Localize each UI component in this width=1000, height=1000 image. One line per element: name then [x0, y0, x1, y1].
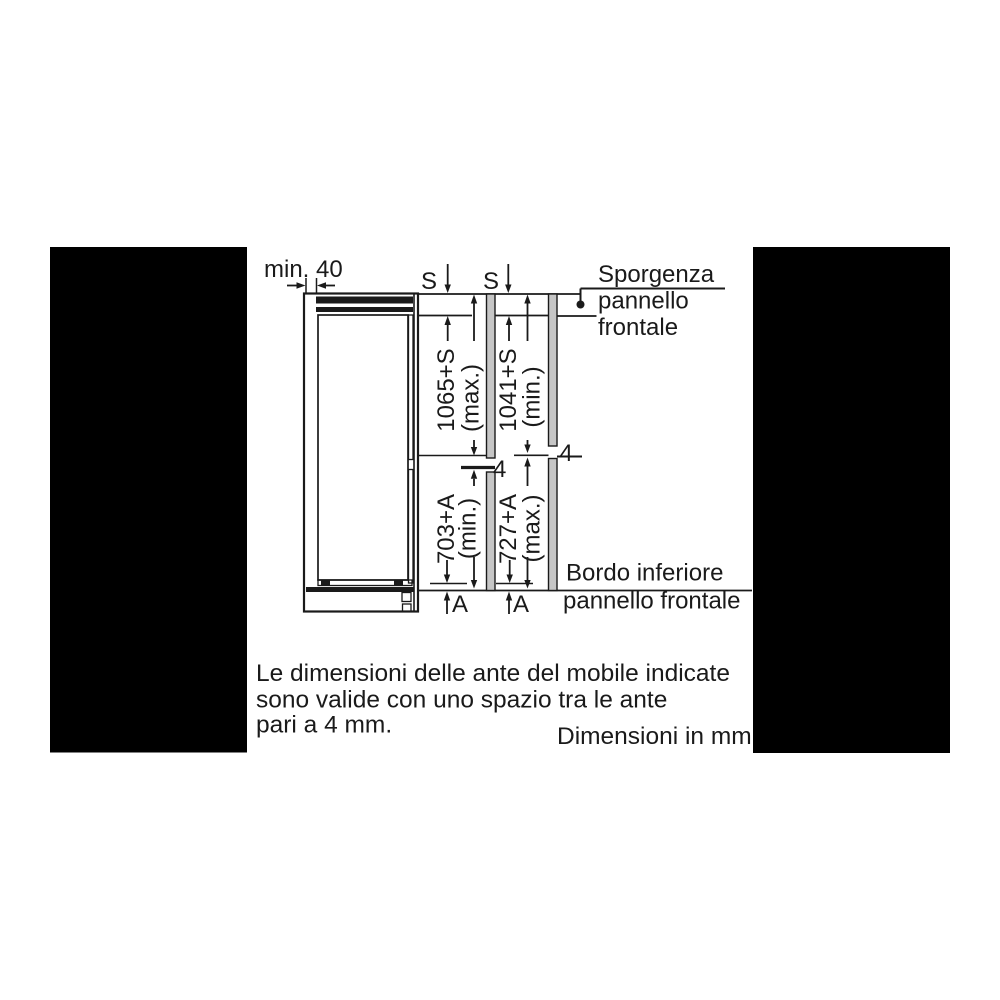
down-arrowhead-icon	[505, 285, 511, 294]
min-gap-dimension	[264, 256, 343, 294]
down-arrowhead-icon	[471, 447, 477, 456]
cabinet-bottom-panel	[306, 587, 414, 592]
up-arrowhead-icon	[444, 592, 450, 601]
a-label-2: A	[513, 591, 530, 618]
overhang-callout-line3: frontale	[598, 314, 679, 341]
overhang-callout-line1: Sporgenza	[598, 261, 715, 288]
up-arrowhead-icon	[524, 458, 530, 467]
appliance-body	[318, 315, 408, 580]
dim-lower-right-value: 727+A	[495, 493, 522, 565]
gap-label-2: 4	[559, 440, 573, 467]
a-label-1: A	[452, 591, 469, 618]
a-dimension-1	[430, 560, 468, 618]
mask-right	[753, 247, 950, 753]
notes-block	[256, 660, 752, 750]
front-panel-overhang-callout	[577, 261, 726, 341]
down-arrowhead-icon	[445, 285, 451, 294]
up-arrowhead-icon	[471, 295, 477, 304]
appliance-top-edge	[316, 307, 413, 312]
appliance-foot-right	[394, 580, 403, 586]
dim-upper-right-value: 1041+S	[495, 348, 522, 432]
up-arrowhead-icon	[445, 316, 451, 325]
panel1-lower-segment	[487, 472, 496, 591]
bottom-edge-callout	[563, 560, 740, 615]
cabinet-drawing	[304, 294, 418, 612]
down-arrowhead-icon	[444, 575, 450, 584]
panel2-lower-segment	[549, 459, 558, 591]
cabinet-top-panel	[316, 297, 413, 304]
appliance-foot-left	[321, 580, 330, 586]
bottom-callout-line1: Bordo inferiore	[566, 559, 724, 587]
note-line-2: sono valide con uno spazio tra le ante	[256, 686, 668, 714]
units-note: Dimensioni in mm	[557, 723, 752, 750]
dim-upper-left-value: 1065+S	[433, 348, 460, 432]
left-arrowhead-icon	[317, 282, 326, 289]
up-arrowhead-icon	[506, 592, 512, 601]
overhang-callout-line2: pannello	[598, 287, 689, 315]
up-arrowhead-icon	[524, 295, 530, 304]
s-dimension-1	[421, 264, 451, 341]
mask-left	[50, 247, 247, 753]
up-arrowhead-icon	[506, 316, 512, 325]
bottom-callout-line2: pannello frontale	[563, 587, 741, 615]
dim-lower-left-value: 703+A	[433, 493, 460, 565]
gap-label-1: 4	[493, 456, 507, 483]
down-arrowhead-icon	[507, 575, 513, 584]
dim-lower-left-qualifier: (min.)	[454, 497, 482, 560]
panel2-upper-segment	[549, 294, 558, 446]
dim-lower-right-qualifier: (max.)	[518, 494, 546, 563]
down-arrowhead-icon	[471, 580, 477, 589]
up-arrowhead-icon	[471, 470, 477, 479]
note-line-3: pari a 4 mm.	[256, 711, 393, 739]
s-label-1: S	[421, 268, 438, 295]
panel1-upper-segment	[487, 294, 496, 458]
s-label-2: S	[483, 268, 500, 295]
note-line-1: Le dimensioni delle ante del mobile indicate	[256, 660, 730, 687]
right-arrowhead-icon	[297, 282, 306, 289]
down-arrowhead-icon	[524, 445, 530, 454]
dim-upper-left-qualifier: (max.)	[457, 364, 485, 432]
min-gap-label: min. 40	[264, 256, 343, 283]
dim-upper-right-qualifier: (min.)	[518, 366, 546, 428]
